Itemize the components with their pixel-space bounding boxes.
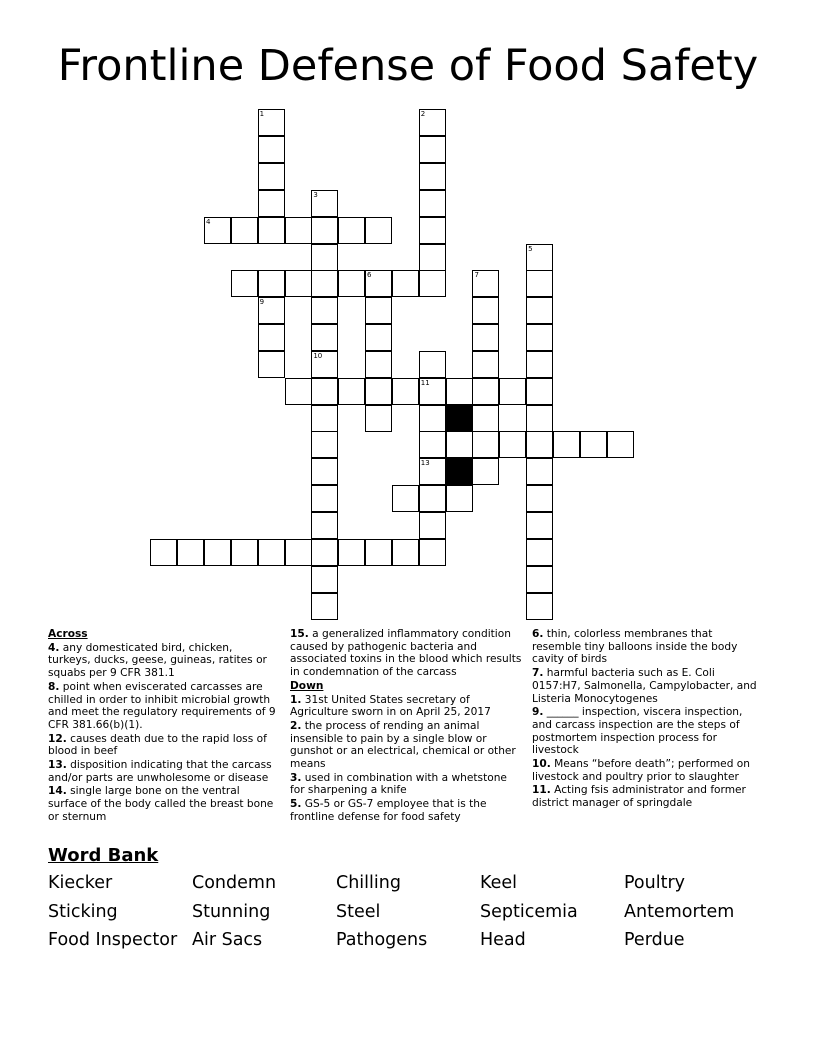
grid-cell[interactable] xyxy=(472,431,499,458)
clue-item xyxy=(290,628,522,679)
word-bank-item: Chilling xyxy=(336,873,401,893)
across-header: Across xyxy=(48,628,88,640)
clue-item xyxy=(48,785,276,823)
grid-cell[interactable] xyxy=(553,431,580,458)
grid-cell[interactable] xyxy=(499,431,526,458)
grid-cell[interactable] xyxy=(607,431,634,458)
word-bank-item: Head xyxy=(480,930,526,950)
grid-cell[interactable] xyxy=(446,485,473,512)
clue-item xyxy=(48,733,276,758)
grid-cell[interactable] xyxy=(311,458,338,485)
grid-cell[interactable] xyxy=(258,163,285,190)
grid-cell[interactable] xyxy=(419,405,446,432)
clue-item xyxy=(290,694,522,719)
word-bank-item: Stunning xyxy=(192,902,271,922)
clue-number: 9 xyxy=(259,298,265,307)
grid-cell[interactable] xyxy=(472,270,499,297)
clue-number: 10 xyxy=(313,351,323,360)
grid-cell[interactable] xyxy=(526,270,553,297)
grid-cell[interactable] xyxy=(526,431,553,458)
grid-cell[interactable] xyxy=(419,136,446,163)
grid-cell[interactable] xyxy=(311,217,338,244)
clue-number: 6 xyxy=(367,271,372,280)
grid-cell[interactable] xyxy=(526,458,553,485)
grid-cell[interactable] xyxy=(472,458,499,485)
clue-text: a generalized inflammatory condition caused by pathogenic bacteria and associated toxins in the blood which results in condemnation of the carcass xyxy=(290,628,522,679)
clue-text: single large bone on the ventral surface of the body called the breast bone or sternum xyxy=(48,785,274,823)
grid-cell[interactable] xyxy=(526,485,553,512)
grid-cell[interactable] xyxy=(526,297,553,324)
clue-number-label: 7. xyxy=(532,667,544,680)
grid-cell[interactable] xyxy=(311,378,338,405)
clue-text: used in combination with a whetstone for sharpening a knife xyxy=(290,771,507,797)
grid-cell[interactable] xyxy=(285,270,312,297)
grid-cell[interactable] xyxy=(177,539,204,566)
grid-cell[interactable] xyxy=(446,431,473,458)
grid-cell[interactable] xyxy=(392,539,419,566)
word-bank-item: Keel xyxy=(480,873,517,893)
clue-text: disposition indicating that the carcass and/or parts are unwholesome or disease xyxy=(48,759,272,784)
grid-cell[interactable] xyxy=(419,217,446,244)
word-bank-item: Pathogens xyxy=(336,930,428,950)
clue-number-label: 2. xyxy=(290,719,302,732)
grid-cell[interactable] xyxy=(392,378,419,405)
grid-cell[interactable] xyxy=(365,324,392,351)
grid-cell[interactable] xyxy=(472,297,499,324)
grid-cell[interactable] xyxy=(204,217,231,244)
word-bank-item: Antemortem xyxy=(624,902,735,922)
grid-cell[interactable] xyxy=(311,539,338,566)
grid-cell[interactable] xyxy=(419,512,446,539)
black-cell xyxy=(446,405,473,432)
clue-number-label: 6. xyxy=(532,628,544,640)
grid-cell[interactable] xyxy=(472,405,499,432)
clue-item xyxy=(532,628,764,666)
clue-number-label: 13. xyxy=(48,759,67,772)
grid-cell[interactable] xyxy=(365,378,392,405)
clue-number-label: 3. xyxy=(290,771,302,784)
clue-number: 11 xyxy=(420,378,430,387)
clue-number: 1 xyxy=(259,110,265,119)
grid-cell[interactable] xyxy=(419,378,446,405)
clue-text: Acting fsis administrator and former district manager of springdale xyxy=(532,784,746,810)
word-bank-item: Food Inspector xyxy=(48,930,178,950)
grid-cell[interactable] xyxy=(311,593,338,620)
word-bank-item: Air Sacs xyxy=(192,930,263,950)
grid-cell[interactable] xyxy=(311,351,338,378)
clue-text: point when eviscerated carcasses are chilled in order to inhibit microbial growth and meet the regulatory requirements of 9 CFR 381.66(b)(1). xyxy=(48,680,276,731)
grid-cell[interactable] xyxy=(258,217,285,244)
grid-cell[interactable] xyxy=(311,297,338,324)
clue-text: any domesticated bird, chicken, turkeys, ducks, geese, guineas, ratites or squabs per 9 CFR 381.1 xyxy=(48,641,267,680)
clue-item xyxy=(48,759,276,784)
clue-item xyxy=(290,798,522,823)
black-cell xyxy=(446,458,473,485)
grid-cell[interactable] xyxy=(311,566,338,593)
grid-cell[interactable] xyxy=(258,351,285,378)
clue-number-label: 4. xyxy=(48,641,60,654)
grid-cell[interactable] xyxy=(472,351,499,378)
grid-cell[interactable] xyxy=(258,190,285,217)
clue-text: harmful bacteria such as E. Coli 0157:H7, Salmonella, Campylobacter, and Listeria Monocytogenes xyxy=(532,667,757,705)
grid-cell[interactable] xyxy=(311,431,338,458)
clue-number-label: 14. xyxy=(48,785,67,798)
grid-cell[interactable] xyxy=(526,539,553,566)
grid-cell[interactable] xyxy=(392,270,419,297)
grid-cell[interactable] xyxy=(258,324,285,351)
down-header: Down xyxy=(290,679,324,692)
clue-number: 2 xyxy=(420,110,426,119)
clue-number: 4 xyxy=(205,217,211,226)
clue-number-label: 5. xyxy=(290,798,302,811)
grid-cell[interactable] xyxy=(419,431,446,458)
clues-column-2 xyxy=(290,628,522,825)
grid-cell[interactable] xyxy=(365,405,392,432)
grid-cell[interactable] xyxy=(365,217,392,244)
grid-cell[interactable] xyxy=(419,190,446,217)
clue-item xyxy=(48,681,276,732)
clue-number-label: 11. xyxy=(532,784,551,797)
grid-cell[interactable] xyxy=(526,512,553,539)
grid-cell[interactable] xyxy=(204,539,231,566)
grid-cell[interactable] xyxy=(419,351,446,378)
grid-cell[interactable] xyxy=(419,270,446,297)
clue-text: ______ inspection, viscera inspection, and carcass inspection are the steps of postmortem inspection process for livestock xyxy=(532,706,743,757)
grid-cell[interactable] xyxy=(472,324,499,351)
grid-cell[interactable] xyxy=(311,270,338,297)
clue-number: 7 xyxy=(474,271,479,280)
clue-number-label: 1. xyxy=(290,693,302,706)
clues-column-1 xyxy=(48,628,276,825)
clue-text: GS-5 or GS-7 employee that is the frontline defense for food safety xyxy=(290,798,487,823)
clue-text: the process of rending an animal insensible to pain by a single blow or gunshot or an electrical, chemical or other means xyxy=(290,719,516,771)
grid-cell[interactable] xyxy=(419,163,446,190)
clue-item xyxy=(290,720,522,771)
grid-cell[interactable] xyxy=(446,378,473,405)
clue-item xyxy=(532,667,764,705)
word-bank-item: Sticking xyxy=(48,902,118,922)
grid-cell[interactable] xyxy=(231,217,258,244)
clue-number: 3 xyxy=(313,190,318,199)
grid-cell[interactable] xyxy=(338,539,365,566)
clue-number-label: 8. xyxy=(48,680,60,693)
grid-cell[interactable] xyxy=(311,485,338,512)
grid-cell[interactable] xyxy=(338,270,365,297)
grid-cell[interactable] xyxy=(311,190,338,217)
grid-cell[interactable] xyxy=(419,485,446,512)
word-bank-item: Steel xyxy=(336,902,381,922)
grid-cell[interactable] xyxy=(526,351,553,378)
grid-cell[interactable] xyxy=(526,566,553,593)
grid-cell[interactable] xyxy=(285,378,312,405)
word-bank-item: Septicemia xyxy=(480,902,578,922)
clue-number: 13 xyxy=(420,459,430,468)
grid-cell[interactable] xyxy=(258,270,285,297)
clue-text: causes death due to the rapid loss of blood in beef xyxy=(48,732,267,758)
grid-cell[interactable] xyxy=(419,244,446,271)
clue-item xyxy=(532,784,764,809)
clue-item xyxy=(532,706,764,757)
grid-cell[interactable] xyxy=(419,109,446,136)
grid-cell[interactable] xyxy=(311,324,338,351)
grid-cell[interactable] xyxy=(526,244,553,271)
grid-cell[interactable] xyxy=(285,217,312,244)
grid-cell[interactable] xyxy=(526,324,553,351)
clue-item xyxy=(290,772,522,797)
grid-cell[interactable] xyxy=(231,539,258,566)
grid-cell[interactable] xyxy=(365,297,392,324)
grid-cell[interactable] xyxy=(150,539,177,566)
clue-item xyxy=(48,642,276,680)
grid-cell[interactable] xyxy=(419,458,446,485)
grid-cell[interactable] xyxy=(365,270,392,297)
grid-cell[interactable] xyxy=(526,405,553,432)
page-title: Frontline Defense of Food Safety xyxy=(57,41,759,91)
grid-cell[interactable] xyxy=(258,136,285,163)
clue-number-label: 15. xyxy=(290,628,309,640)
grid-cell[interactable] xyxy=(258,109,285,136)
clue-number-label: 12. xyxy=(48,732,67,745)
clue-text: 31st United States secretary of Agriculture sworn in on April 25, 2017 xyxy=(290,693,491,719)
clue-number-label: 10. xyxy=(532,758,551,771)
clue-number: 5 xyxy=(528,244,533,253)
grid-cell[interactable] xyxy=(258,297,285,324)
grid-cell[interactable] xyxy=(419,539,446,566)
word-bank-item: Condemn xyxy=(192,873,277,893)
grid-cell[interactable] xyxy=(472,378,499,405)
grid-cell[interactable] xyxy=(338,378,365,405)
grid-cell[interactable] xyxy=(526,378,553,405)
grid-cell[interactable] xyxy=(526,593,553,620)
grid-cell[interactable] xyxy=(365,539,392,566)
grid-cell[interactable] xyxy=(311,244,338,271)
clue-number-label: 9. xyxy=(532,706,544,719)
grid-cell[interactable] xyxy=(580,431,607,458)
grid-cell[interactable] xyxy=(499,378,526,405)
grid-cell[interactable] xyxy=(311,512,338,539)
word-bank-item: Poultry xyxy=(624,873,686,893)
word-bank-item: Perdue xyxy=(624,930,685,950)
grid-cell[interactable] xyxy=(338,217,365,244)
grid-cell[interactable] xyxy=(365,351,392,378)
clue-text: Means “before death”; performed on livestock and poultry prior to slaughter xyxy=(532,758,750,783)
word-bank-title: Word Bank xyxy=(48,845,159,866)
grid-cell[interactable] xyxy=(285,539,312,566)
grid-cell[interactable] xyxy=(311,405,338,432)
clue-item xyxy=(532,758,764,783)
grid-cell[interactable] xyxy=(231,270,258,297)
grid-cell[interactable] xyxy=(258,539,285,566)
grid-cell[interactable] xyxy=(392,485,419,512)
clues-column-3 xyxy=(532,628,764,811)
word-bank-item: Kiecker xyxy=(48,873,113,893)
clue-text: thin, colorless membranes that resemble tiny balloons inside the body cavity of birds xyxy=(532,628,738,666)
